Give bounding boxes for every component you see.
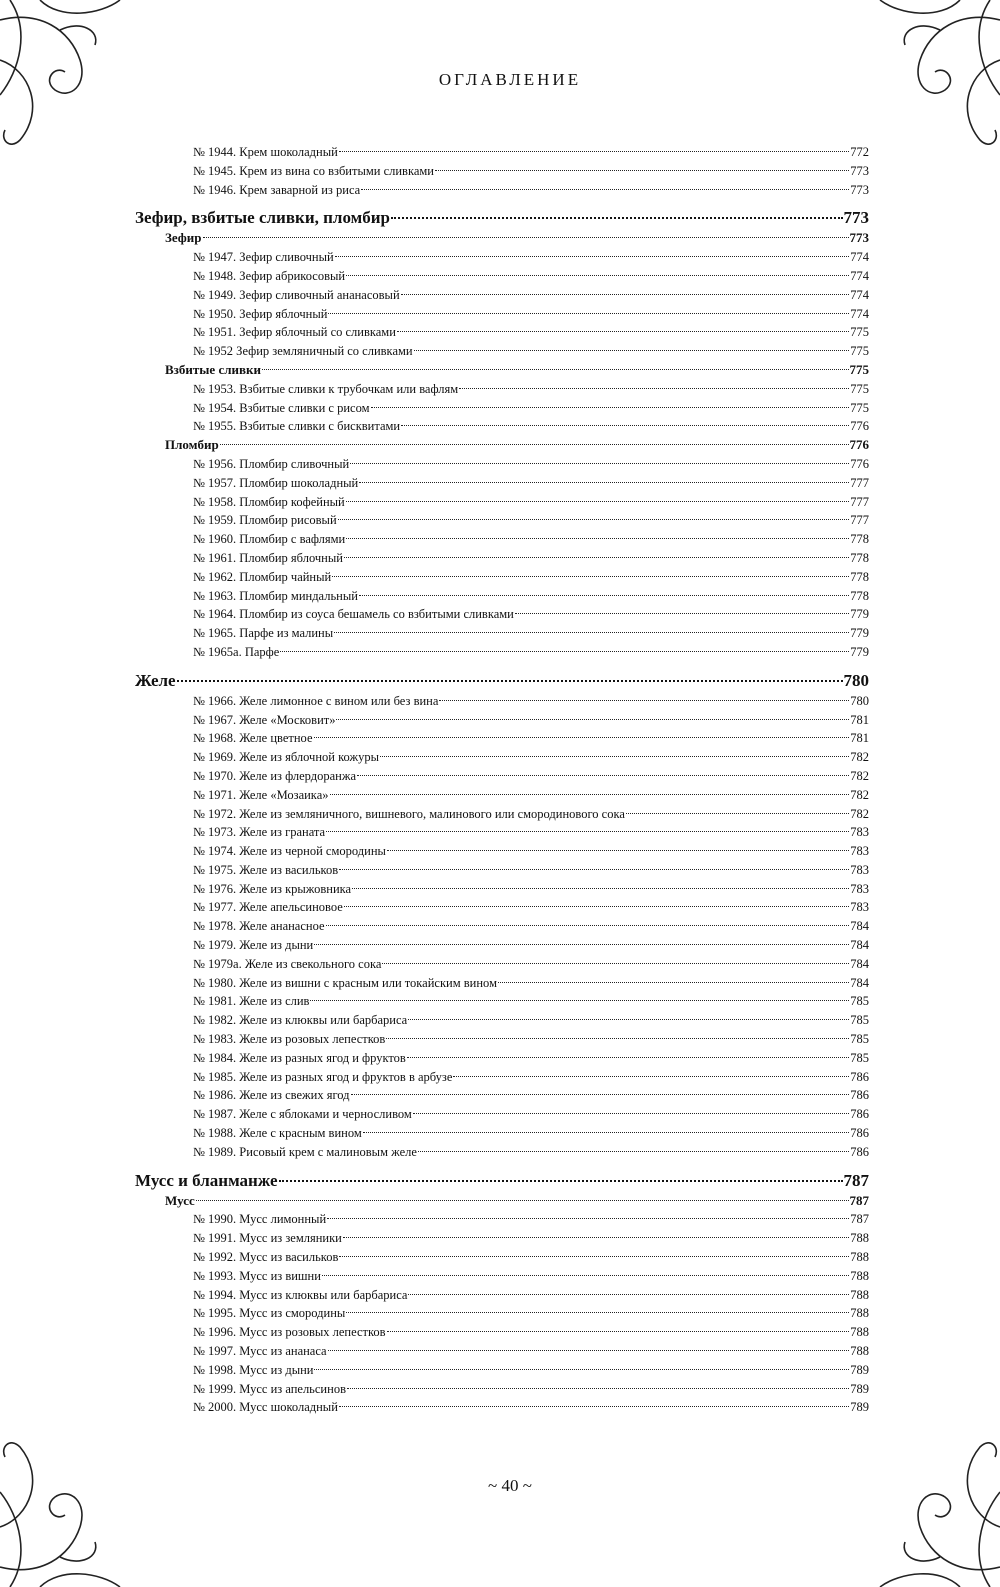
dot-leader (327, 1218, 849, 1219)
toc-entry-title: № 1952 Зефир земляничный со сливками (193, 344, 413, 359)
toc-item-row[interactable] (135, 323, 869, 342)
dot-leader (387, 850, 849, 851)
toc-entry-page: 775 (850, 381, 869, 396)
toc-entry-title: № 1973. Желе из граната (193, 825, 326, 840)
toc-entry-page: 776 (850, 456, 869, 471)
toc-section-row[interactable] (135, 207, 869, 229)
dot-leader (326, 831, 849, 832)
toc-entry-title: Зефир (165, 230, 202, 246)
toc-entry-title: № 1977. Желе апельсиновое (193, 900, 343, 915)
toc-entry-page: 777 (850, 475, 869, 490)
dot-leader (262, 369, 849, 370)
toc-item-row[interactable] (135, 1068, 869, 1087)
toc-entry-page: 782 (850, 806, 869, 821)
dot-leader (322, 1275, 849, 1276)
toc-entry-title: № 1953. Взбитые сливки к трубочкам или вафлям (193, 381, 459, 396)
dot-leader (386, 1038, 849, 1039)
toc-entry-page: 782 (850, 750, 869, 765)
toc-entry-title: № 1969. Желе из яблочной кожуры (193, 750, 379, 765)
toc-entry-page: 773 (850, 163, 869, 178)
dot-leader (352, 888, 849, 889)
dot-leader (346, 275, 849, 276)
toc-item-row[interactable] (135, 1323, 869, 1342)
toc-entry-page: 778 (850, 532, 869, 547)
toc-item-row[interactable] (135, 605, 869, 624)
dot-leader (339, 1256, 849, 1257)
dot-leader (346, 1312, 849, 1313)
toc-entry-title: № 1976. Желе из крыжовника (193, 881, 352, 896)
toc-entry-title: № 1958. Пломбир кофейный (193, 494, 345, 509)
toc-entry-page: 782 (850, 787, 869, 802)
toc-entry-title: № 1945. Крем из вина со взбитыми сливками (193, 163, 434, 178)
toc-entry-page: 788 (850, 1325, 869, 1340)
toc-entry-title: Пломбир (165, 437, 219, 453)
toc-entry-title: № 1981. Желе из слив (193, 994, 310, 1009)
dot-leader (332, 576, 849, 577)
dot-leader (435, 170, 849, 171)
dot-leader (391, 217, 843, 219)
toc-entry-page: 775 (850, 344, 869, 359)
toc-item-row[interactable] (135, 1267, 869, 1286)
toc-entry-page: 779 (850, 626, 869, 641)
toc-item-row[interactable] (135, 805, 869, 824)
toc-sub-row[interactable] (135, 436, 869, 455)
toc-entry-title: № 1964. Пломбир из соуса бешамель со взбитыми сливками (193, 607, 514, 622)
toc-entry-page: 789 (850, 1400, 869, 1415)
toc-entry-page: 786 (850, 1069, 869, 1084)
toc-entry-title: № 1951. Зефир яблочный со сливками (193, 325, 396, 340)
toc-section-row[interactable] (135, 1170, 869, 1192)
toc-entry-page: 773 (849, 230, 869, 246)
toc-entry-title: № 1959. Пломбир рисовый (193, 513, 337, 528)
toc-item-row[interactable] (135, 842, 869, 861)
toc-entry-page: 784 (850, 938, 869, 953)
toc-entry-page: 772 (850, 145, 869, 159)
table-of-contents (135, 143, 869, 1417)
toc-item-row[interactable] (135, 248, 869, 267)
toc-entry-page: 785 (850, 1050, 869, 1065)
toc-entry-page: 777 (850, 513, 869, 528)
toc-entry-title: № 1998. Мусс из дыни (193, 1362, 314, 1377)
toc-item-row[interactable] (135, 493, 869, 512)
toc-entry-title: Зефир, взбитые сливки, пломбир (135, 208, 390, 228)
toc-item-row[interactable] (135, 1124, 869, 1143)
toc-item-row[interactable] (135, 380, 869, 399)
toc-entry-page: 785 (850, 1032, 869, 1047)
toc-entry-title: № 1968. Желе цветное (193, 731, 313, 746)
toc-entry-title: Желе (135, 670, 176, 690)
toc-item-row[interactable] (135, 455, 869, 474)
toc-item-row[interactable] (135, 1342, 869, 1361)
toc-entry-title: № 1990. Мусс лимонный (193, 1212, 327, 1227)
toc-item-row[interactable] (135, 549, 869, 568)
toc-entry-page: 774 (850, 268, 869, 283)
dot-leader (336, 719, 849, 720)
toc-entry-title: № 1947. Зефир сливочный (193, 250, 334, 265)
corner-ornament-bottom-left (0, 1437, 150, 1587)
toc-entry-title: № 1992. Мусс из васильков (193, 1250, 339, 1265)
toc-item-row[interactable] (135, 511, 869, 530)
dot-leader (408, 1019, 849, 1020)
toc-entry-page: 788 (850, 1306, 869, 1321)
dot-leader (407, 1057, 849, 1058)
toc-item-row[interactable] (135, 162, 869, 181)
toc-entry-page: 778 (850, 550, 869, 565)
toc-entry-page: 784 (850, 975, 869, 990)
toc-item-row[interactable] (135, 898, 869, 917)
dot-leader (397, 331, 849, 332)
toc-entry-title: № 1999. Мусс из апельсинов (193, 1381, 346, 1396)
toc-entry-page: 783 (850, 881, 869, 896)
toc-sub-row[interactable] (135, 1192, 869, 1211)
toc-entry-title: № 1963. Пломбир миндальный (193, 588, 358, 603)
toc-item-row[interactable] (135, 1049, 869, 1068)
toc-entry-page: 773 (843, 208, 869, 228)
toc-entry-page: 788 (850, 1250, 869, 1265)
dot-leader (439, 700, 849, 701)
toc-item-row[interactable] (135, 1229, 869, 1248)
toc-entry-page: 775 (850, 325, 869, 340)
dot-leader (280, 651, 849, 652)
toc-entry-title: № 1978. Желе ананасное (193, 919, 325, 934)
toc-item-row[interactable] (135, 1030, 869, 1049)
dot-leader (380, 756, 849, 757)
toc-entry-page: 784 (850, 919, 869, 934)
dot-leader (326, 925, 850, 926)
toc-entry-page: 784 (850, 956, 869, 971)
dot-leader (418, 1151, 849, 1152)
toc-item-row[interactable] (135, 1086, 869, 1105)
toc-entry-title: № 1986. Желе из свежих ягод (193, 1088, 350, 1103)
toc-entry-title: № 1954. Взбитые сливки с рисом (193, 400, 370, 415)
toc-item-row[interactable] (135, 880, 869, 899)
toc-entry-title: № 1984. Желе из разных ягод и фруктов (193, 1050, 406, 1065)
dot-leader (414, 350, 850, 351)
toc-item-row[interactable] (135, 861, 869, 880)
toc-entry-page: 788 (850, 1268, 869, 1283)
dot-leader (310, 1000, 849, 1001)
toc-entry-title: № 1946. Крем заварной из риса (193, 182, 361, 197)
page-number: ~ 40 ~ (488, 1476, 532, 1495)
toc-entry-page: 787 (843, 1170, 869, 1190)
dot-leader (359, 595, 849, 596)
toc-entry-page: 774 (850, 306, 869, 321)
toc-item-row[interactable] (135, 1304, 869, 1323)
toc-item-row[interactable] (135, 992, 869, 1011)
dot-leader (413, 1113, 849, 1114)
toc-entry-title: № 1972. Желе из земляничного, вишневого, малинового или смородинового сока (193, 806, 625, 821)
dot-leader (339, 869, 849, 870)
toc-entry-page: 781 (850, 712, 869, 727)
toc-item-row[interactable] (135, 955, 869, 974)
dot-leader (387, 1331, 850, 1332)
dot-leader (515, 613, 849, 614)
toc-entry-title: № 1965. Парфе из малины (193, 626, 334, 641)
toc-entry-page: 786 (850, 1126, 869, 1141)
toc-entry-title: № 1997. Мусс из ананаса (193, 1344, 327, 1359)
dot-leader (346, 501, 850, 502)
toc-entry-title: № 1996. Мусс из розовых лепестков (193, 1325, 386, 1340)
toc-entry-page: 786 (850, 1144, 869, 1159)
dot-leader (459, 388, 849, 389)
dot-leader (361, 189, 849, 190)
toc-entry-page: 779 (850, 644, 869, 659)
toc-entry-title: № 1966. Желе лимонное с вином или без вина (193, 693, 439, 708)
toc-entry-page: 773 (850, 182, 869, 197)
dot-leader (343, 1237, 849, 1238)
toc-item-row[interactable] (135, 1380, 869, 1399)
toc-entry-page: 787 (849, 1192, 869, 1208)
toc-entry-page: 789 (850, 1381, 869, 1396)
toc-item-row[interactable] (135, 729, 869, 748)
toc-item-row[interactable] (135, 587, 869, 606)
toc-entry-page: 787 (850, 1212, 869, 1227)
toc-item-row[interactable] (135, 1398, 869, 1417)
toc-entry-page: 788 (850, 1287, 869, 1302)
dot-leader (203, 237, 849, 238)
toc-entry-title: № 1995. Мусс из смородины (193, 1306, 346, 1321)
dot-leader (350, 463, 849, 464)
dot-leader (328, 1350, 850, 1351)
toc-entry-title: № 1987. Желе с яблоками и черносливом (193, 1107, 412, 1122)
toc-entry-title: № 1979. Желе из дыни (193, 938, 314, 953)
toc-entry-title: № 1994. Мусс из клюквы или барбариса (193, 1287, 408, 1302)
dot-leader (339, 151, 849, 152)
corner-ornament-bottom-right (850, 1437, 1000, 1587)
dot-leader (344, 557, 849, 558)
toc-entry-page: 783 (850, 844, 869, 859)
toc-entry-title: № 1955. Взбитые сливки с бисквитами (193, 419, 401, 434)
toc-item-row[interactable] (135, 286, 869, 305)
toc-item-row[interactable] (135, 643, 869, 662)
dot-leader (371, 407, 850, 408)
toc-sub-row[interactable] (135, 361, 869, 380)
dot-leader (196, 1200, 849, 1201)
dot-leader (498, 982, 849, 983)
toc-entry-page: 785 (850, 1013, 869, 1028)
dot-leader (382, 963, 849, 964)
toc-entry-page: 782 (850, 768, 869, 783)
toc-item-row[interactable] (135, 1286, 869, 1305)
toc-entry-page: 783 (850, 900, 869, 915)
toc-entry-title: № 1979а. Желе из свекольного сока (193, 956, 382, 971)
toc-item-row[interactable] (135, 974, 869, 993)
toc-item-row[interactable] (135, 399, 869, 418)
toc-item-row[interactable] (135, 474, 869, 493)
toc-entry-title: № 1960. Пломбир с вафлями (193, 532, 346, 547)
toc-entry-page: 786 (850, 1088, 869, 1103)
toc-entry-title: № 1989. Рисовый крем с малиновым желе (193, 1144, 417, 1159)
toc-item-row[interactable] (135, 1011, 869, 1030)
toc-item-row[interactable] (135, 786, 869, 805)
dot-leader (279, 1180, 843, 1182)
dot-leader (351, 1094, 850, 1095)
dot-leader (346, 538, 849, 539)
dot-leader (401, 294, 850, 295)
toc-item-row[interactable] (135, 1105, 869, 1124)
toc-entry-title: № 1983. Желе из розовых лепестков (193, 1032, 386, 1047)
toc-item-row[interactable] (135, 711, 869, 730)
toc-entry-page: 777 (850, 494, 869, 509)
toc-entry-title: № 1988. Желе с красным вином (193, 1126, 362, 1141)
dot-leader (220, 444, 849, 445)
toc-entry-title: № 1965а. Парфе (193, 644, 280, 659)
page-title: ОГЛАВЛЕНИЕ (438, 70, 582, 89)
toc-entry-title: Взбитые сливки (165, 361, 261, 377)
toc-item-row[interactable] (135, 267, 869, 286)
dot-leader (408, 1294, 849, 1295)
toc-entry-title: № 1993. Мусс из вишни (193, 1268, 321, 1283)
toc-item-row[interactable] (135, 568, 869, 587)
toc-item-row[interactable] (135, 1210, 869, 1229)
toc-entry-title: № 1962. Пломбир чайный (193, 569, 332, 584)
toc-entry-page: 788 (850, 1231, 869, 1246)
dot-leader (401, 425, 849, 426)
toc-item-row[interactable] (135, 342, 869, 361)
dot-leader (339, 1406, 849, 1407)
toc-entry-page: 780 (850, 693, 869, 708)
toc-entry-title: № 1950. Зефир яблочный (193, 306, 328, 321)
toc-entry-title: № 1971. Желе «Мозаика» (193, 787, 329, 802)
toc-entry-title: № 1948. Зефир абрикосовый (193, 268, 346, 283)
toc-item-row[interactable] (135, 530, 869, 549)
toc-entry-title: № 1961. Пломбир яблочный (193, 550, 343, 565)
toc-entry-page: 783 (850, 825, 869, 840)
toc-entry-title: № 2000. Мусс шоколадный (193, 1400, 338, 1415)
toc-entry-page: 778 (850, 588, 869, 603)
toc-entry-page: 776 (850, 419, 869, 434)
dot-leader (453, 1076, 849, 1077)
dot-leader (344, 906, 849, 907)
toc-item-row[interactable] (135, 143, 869, 162)
toc-entry-page: 775 (850, 400, 869, 415)
toc-entry-page: 774 (850, 287, 869, 302)
toc-item-row[interactable] (135, 305, 869, 324)
toc-entry-title: № 1982. Желе из клюквы или барбариса (193, 1013, 408, 1028)
toc-item-row[interactable] (135, 417, 869, 436)
dot-leader (314, 1369, 849, 1370)
toc-item-row[interactable] (135, 1361, 869, 1380)
toc-item-row[interactable] (135, 917, 869, 936)
toc-entry-page: 778 (850, 569, 869, 584)
dot-leader (335, 256, 850, 257)
toc-entry-page: 780 (843, 670, 869, 690)
toc-entry-page: 786 (850, 1107, 869, 1122)
dot-leader (357, 775, 849, 776)
toc-entry-page: 789 (850, 1362, 869, 1377)
toc-entry-title: № 1967. Желе «Московит» (193, 712, 336, 727)
toc-entry-title: Мусс и бланманже (135, 1170, 278, 1190)
toc-entry-page: 781 (850, 731, 869, 746)
toc-entry-page: 783 (850, 862, 869, 877)
dot-leader (626, 813, 849, 814)
dot-leader (177, 680, 843, 682)
toc-section-row[interactable] (135, 670, 869, 692)
toc-entry-title: № 1985. Желе из разных ягод и фруктов в арбузе (193, 1069, 453, 1084)
toc-entry-title: № 1975. Желе из васильков (193, 862, 339, 877)
toc-entry-title: № 1944. Крем шоколадный (193, 145, 338, 159)
toc-item-row[interactable] (135, 823, 869, 842)
toc-entry-title: № 1980. Желе из вишни с красным или токайским вином (193, 975, 497, 990)
toc-sub-row[interactable] (135, 229, 869, 248)
toc-entry-page: 775 (849, 361, 869, 377)
toc-entry-page: 774 (850, 250, 869, 265)
toc-entry-title: № 1949. Зефир сливочный ананасовый (193, 287, 400, 302)
dot-leader (314, 737, 850, 738)
toc-item-row[interactable] (135, 1248, 869, 1267)
toc-item-row[interactable] (135, 767, 869, 786)
toc-item-row[interactable] (135, 1143, 869, 1162)
dot-leader (359, 482, 849, 483)
dot-leader (363, 1132, 850, 1133)
toc-item-row[interactable] (135, 748, 869, 767)
toc-item-row[interactable] (135, 936, 869, 955)
toc-entry-title: № 1956. Пломбир сливочный (193, 456, 350, 471)
dot-leader (347, 1388, 849, 1389)
dot-leader (314, 944, 849, 945)
toc-entry-page: 776 (849, 437, 869, 453)
toc-item-row[interactable] (135, 692, 869, 711)
dot-leader (338, 519, 850, 520)
toc-item-row[interactable] (135, 624, 869, 643)
toc-entry-page: 779 (850, 607, 869, 622)
dot-leader (330, 794, 850, 795)
dot-leader (328, 313, 849, 314)
toc-entry-title: № 1974. Желе из черной смородины (193, 844, 386, 859)
toc-entry-title: Мусс (165, 1192, 195, 1208)
toc-entry-title: № 1957. Пломбир шоколадный (193, 475, 359, 490)
toc-entry-page: 785 (850, 994, 869, 1009)
dot-leader (334, 632, 849, 633)
toc-entry-title: № 1970. Желе из флердоранжа (193, 768, 357, 783)
toc-item-row[interactable] (135, 181, 869, 200)
toc-entry-page: 788 (850, 1344, 869, 1359)
toc-entry-title: № 1991. Мусс из земляники (193, 1231, 342, 1246)
